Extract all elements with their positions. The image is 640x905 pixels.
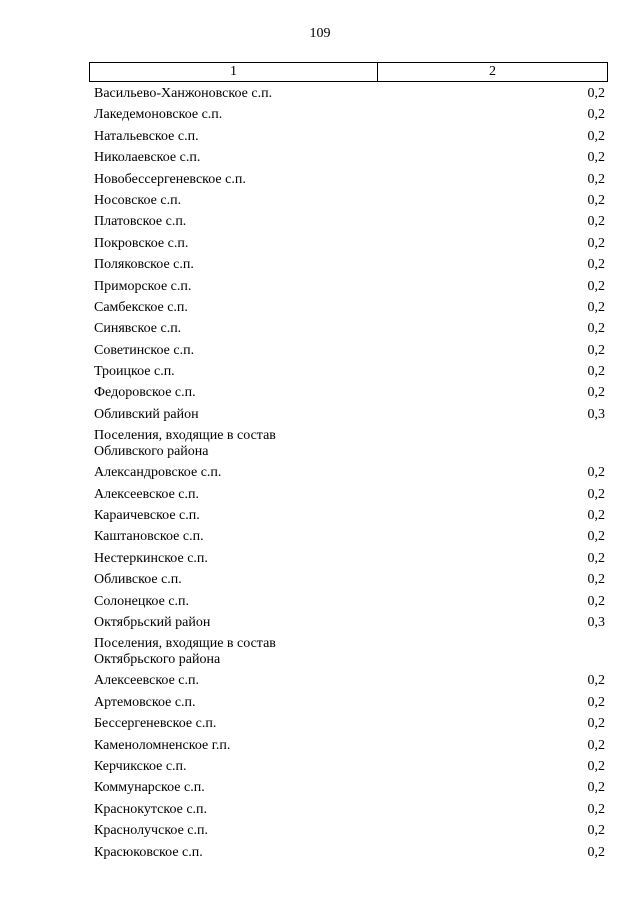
coefficient-value: 0,2 xyxy=(587,694,605,710)
coefficient-value: 0,3 xyxy=(587,406,605,422)
coefficient-value: 0,2 xyxy=(587,801,605,817)
table-row xyxy=(89,193,608,214)
coefficient-value: 0,2 xyxy=(587,780,605,796)
settlement-name: Носовское с.п. xyxy=(94,192,182,208)
coefficient-value: 0,2 xyxy=(587,716,605,732)
settlement-name: Каштановское с.п. xyxy=(94,529,204,545)
settlement-name: Федоровское с.п. xyxy=(94,385,196,401)
coefficient-value: 0,2 xyxy=(587,364,605,380)
table-row xyxy=(89,465,608,486)
settlement-name: Васильево-Ханжоновское с.п. xyxy=(94,86,273,101)
table-row xyxy=(89,279,608,300)
coefficient-value: 0,2 xyxy=(587,823,605,839)
table-row xyxy=(89,529,608,550)
coefficient-value: 0,2 xyxy=(587,593,605,609)
coefficient-value: 0,2 xyxy=(587,150,605,166)
coefficient-value: 0,2 xyxy=(587,278,605,294)
coefficient-value: 0,2 xyxy=(587,128,605,144)
table-row xyxy=(89,107,608,128)
table-row xyxy=(89,636,608,673)
settlement-name: Каменоломненское г.п. xyxy=(94,737,231,753)
table-row xyxy=(89,572,608,593)
settlement-name: Красюковское с.п. xyxy=(94,844,203,860)
table-row xyxy=(89,214,608,235)
settlement-name: Коммунарское с.п. xyxy=(94,780,205,796)
coefficient-value: 0,2 xyxy=(587,214,605,230)
column-header-1: 1 xyxy=(90,63,378,81)
table-row xyxy=(89,845,608,866)
coefficient-value: 0,2 xyxy=(587,737,605,753)
table-row xyxy=(89,257,608,278)
page-number: 109 xyxy=(309,26,331,41)
table-row xyxy=(89,407,608,428)
settlement-name: Алексеевское с.п. xyxy=(94,486,199,502)
settlement-name: Краснокутское с.п. xyxy=(94,801,208,817)
coefficient-value: 0,2 xyxy=(587,572,605,588)
settlement-name: Нестеркинское с.п. xyxy=(94,550,208,566)
table-row xyxy=(89,321,608,342)
settlement-name: Самбекское с.п. xyxy=(94,299,188,315)
settlement-name: Краснолучское с.п. xyxy=(94,823,208,839)
table-row xyxy=(89,716,608,737)
settlement-name: Покровское с.п. xyxy=(94,235,189,251)
settlement-name: Алексеевское с.п. xyxy=(94,673,199,689)
settlement-name: Натальевское с.п. xyxy=(94,128,199,144)
table-body xyxy=(89,86,608,866)
settlement-name: Новобессергеневское с.п. xyxy=(94,171,246,187)
table-row xyxy=(89,802,608,823)
coefficient-value: 0,2 xyxy=(587,508,605,524)
table-row xyxy=(89,695,608,716)
table-row xyxy=(89,172,608,193)
table-row xyxy=(89,343,608,364)
table-row xyxy=(89,300,608,321)
coefficient-value: 0,2 xyxy=(587,342,605,358)
table-row xyxy=(89,508,608,529)
coefficient-value: 0,2 xyxy=(587,385,605,401)
settlement-name: Платовское с.п. xyxy=(94,214,187,230)
table-row xyxy=(89,551,608,572)
settlement-name: Троицкое с.п. xyxy=(94,364,175,380)
coefficient-value: 0,2 xyxy=(587,550,605,566)
table-row xyxy=(89,385,608,406)
coefficient-value: 0,2 xyxy=(587,758,605,774)
settlement-name: Приморское с.п. xyxy=(94,278,192,294)
settlement-name: Лакедемоновское с.п. xyxy=(94,107,223,123)
column-header-2: 2 xyxy=(489,64,496,79)
settlement-name: Синявское с.п. xyxy=(94,321,182,337)
settlement-name: Артемовское с.п. xyxy=(94,694,196,710)
table-row xyxy=(89,428,608,465)
settlement-name: Солонецкое с.п. xyxy=(94,593,190,609)
settlement-name: Обливский район xyxy=(94,406,199,422)
table-row xyxy=(89,364,608,385)
settlement-name: Поселения, входящие в состав Обливского района xyxy=(94,428,276,460)
table-row xyxy=(89,236,608,257)
coefficient-value: 0,2 xyxy=(587,321,605,337)
data-table xyxy=(89,62,608,866)
table-row xyxy=(89,673,608,694)
coefficient-value: 0,2 xyxy=(587,171,605,187)
table-header-row xyxy=(89,62,608,82)
table-row xyxy=(89,129,608,150)
table-row xyxy=(89,150,608,171)
settlement-name: Николаевское с.п. xyxy=(94,150,201,166)
coefficient-value: 0,2 xyxy=(587,107,605,123)
settlement-name: Советинское с.п. xyxy=(94,342,195,358)
table-row xyxy=(89,487,608,508)
table-row xyxy=(89,615,608,636)
settlement-name: Поляковское с.п. xyxy=(94,257,194,273)
coefficient-value: 0,2 xyxy=(587,844,605,860)
table-row xyxy=(89,594,608,615)
table-row xyxy=(89,780,608,801)
table-row xyxy=(89,738,608,759)
coefficient-value: 0,2 xyxy=(587,192,605,208)
settlement-name: Обливское с.п. xyxy=(94,572,182,588)
settlement-name: Поселения, входящие в состав Октябрьского района xyxy=(94,636,276,668)
settlement-name: Александровское с.п. xyxy=(94,465,222,481)
coefficient-value: 0,2 xyxy=(587,465,605,481)
coefficient-value: 0,3 xyxy=(587,614,605,630)
settlement-name: Караичевское с.п. xyxy=(94,508,200,524)
settlement-name: Керчикское с.п. xyxy=(94,758,187,774)
table-row xyxy=(89,759,608,780)
settlement-name: Бессергеневское с.п. xyxy=(94,716,217,732)
coefficient-value: 0,2 xyxy=(587,673,605,689)
coefficient-value: 0,2 xyxy=(587,486,605,502)
coefficient-value: 0,2 xyxy=(587,86,605,101)
coefficient-value: 0,2 xyxy=(587,235,605,251)
table-row xyxy=(89,86,608,107)
table-row xyxy=(89,823,608,844)
coefficient-value: 0,2 xyxy=(587,299,605,315)
coefficient-value: 0,2 xyxy=(587,529,605,545)
coefficient-value: 0,2 xyxy=(587,257,605,273)
settlement-name: Октябрьский район xyxy=(94,614,211,630)
